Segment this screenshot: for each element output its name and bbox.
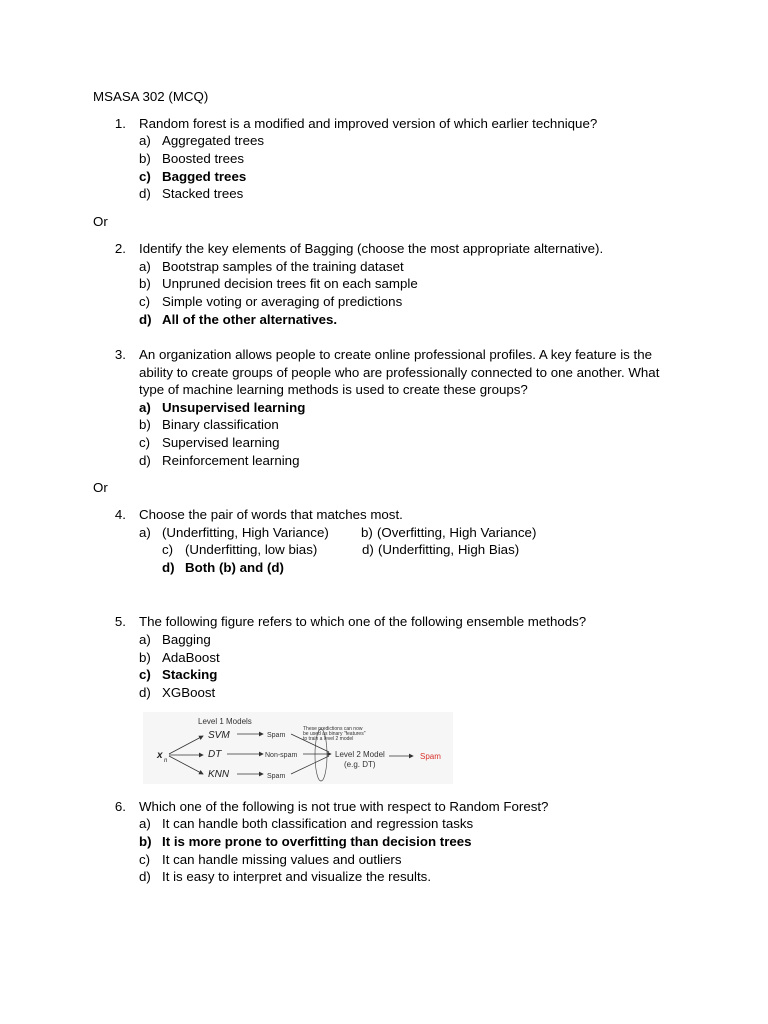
option-text-correct: Stacking bbox=[162, 667, 218, 682]
option-text: Stacked trees bbox=[162, 186, 244, 201]
option-text-correct: Both (b) and (d) bbox=[185, 560, 284, 575]
option-letter-correct: d) bbox=[139, 312, 152, 327]
model-dt: DT bbox=[208, 749, 222, 760]
option-letter-correct: c) bbox=[139, 667, 151, 682]
option-text: Aggregated trees bbox=[162, 133, 265, 148]
note-line: These predictions can now bbox=[303, 726, 363, 732]
option-text: (Underfitting, low bias) bbox=[185, 542, 318, 557]
question-text-line: An organization allows people to create online professional profiles. A key feature is the bbox=[139, 347, 652, 362]
option-text: (Underfitting, High Variance) bbox=[162, 525, 329, 540]
output-1: Spam bbox=[267, 732, 286, 739]
note-line: to train a level 2 model bbox=[303, 736, 354, 742]
option-text: Supervised learning bbox=[162, 435, 280, 450]
option-letter: c) bbox=[139, 852, 151, 867]
option-letter: a) bbox=[139, 525, 151, 540]
option-text-correct: All of the other alternatives. bbox=[162, 312, 338, 327]
option-letter: a) bbox=[139, 632, 151, 647]
final-output: Spam bbox=[420, 752, 441, 761]
model-knn: KNN bbox=[208, 769, 230, 780]
question-number: 4. bbox=[114, 507, 126, 522]
question-text: The following figure refers to which one of the following ensemble methods? bbox=[139, 614, 587, 629]
option-letter: b) bbox=[139, 650, 151, 665]
input-subscript: n bbox=[164, 758, 168, 764]
option-text: Reinforcement learning bbox=[162, 453, 300, 468]
stacking-figure bbox=[143, 712, 453, 784]
option-text-correct: It is more prone to overfitting than decision trees bbox=[162, 834, 472, 849]
option-text: It can handle both classification and regression tasks bbox=[162, 816, 474, 831]
option-text: Boosted trees bbox=[162, 151, 245, 166]
option-letter: d) bbox=[362, 542, 374, 557]
option-letter-correct: c) bbox=[139, 169, 151, 184]
question-text: Random forest is a modified and improved version of which earlier technique? bbox=[139, 116, 598, 131]
option-letter: b) bbox=[139, 417, 151, 432]
or-separator: Or bbox=[93, 480, 108, 495]
option-text: Unpruned decision trees fit on each sample bbox=[162, 276, 418, 291]
option-letter: b) bbox=[139, 151, 151, 166]
question-text: Identify the key elements of Bagging (choose the most appropriate alternative). bbox=[139, 241, 604, 256]
option-text: XGBoost bbox=[162, 685, 216, 700]
option-text: Simple voting or averaging of predictions bbox=[162, 294, 403, 309]
option-letter: b) bbox=[139, 276, 151, 291]
level1-title: Level 1 Models bbox=[198, 717, 252, 726]
option-text: Bagging bbox=[162, 632, 211, 647]
option-letter: c) bbox=[162, 542, 174, 557]
level2-subtitle: (e.g. DT) bbox=[344, 760, 376, 769]
question-text: Choose the pair of words that matches most. bbox=[139, 507, 403, 522]
option-letter: a) bbox=[139, 259, 151, 274]
option-letter: c) bbox=[139, 435, 151, 450]
input-label: x bbox=[157, 750, 163, 761]
option-letter-correct: a) bbox=[139, 400, 151, 415]
option-text: (Underfitting, High Bias) bbox=[378, 542, 520, 557]
option-text: (Overfitting, High Variance) bbox=[377, 525, 537, 540]
question-number: 6. bbox=[114, 799, 126, 814]
option-letter: d) bbox=[139, 869, 151, 884]
question-number: 3. bbox=[114, 347, 126, 362]
option-text: It is easy to interpret and visualize the results. bbox=[162, 869, 432, 884]
question-number: 1. bbox=[114, 116, 126, 131]
option-text: It can handle missing values and outliers bbox=[162, 852, 402, 867]
option-letter: d) bbox=[139, 186, 151, 201]
option-text: AdaBoost bbox=[162, 650, 220, 665]
option-text-correct: Bagged trees bbox=[162, 169, 247, 184]
option-letter: a) bbox=[139, 133, 151, 148]
question-text-line: ability to create groups of people who are professionally connected to one another. What bbox=[139, 365, 660, 380]
or-separator: Or bbox=[93, 214, 108, 229]
option-letter: b) bbox=[361, 525, 373, 540]
option-letter-correct: d) bbox=[162, 560, 175, 575]
note-line: be used as binary "features" bbox=[303, 731, 366, 737]
output-3: Spam bbox=[267, 773, 286, 780]
option-letter: c) bbox=[139, 294, 151, 309]
option-letter: d) bbox=[139, 453, 151, 468]
option-text: Binary classification bbox=[162, 417, 279, 432]
output-2: Non-spam bbox=[265, 752, 298, 759]
option-letter: d) bbox=[139, 685, 151, 700]
level2-title: Level 2 Model bbox=[335, 750, 385, 759]
question-text: Which one of the following is not true with respect to Random Forest? bbox=[139, 799, 549, 814]
question-number: 5. bbox=[114, 614, 126, 629]
question-text-line: type of machine learning methods is used to create these groups? bbox=[139, 382, 528, 397]
option-text: Bootstrap samples of the training dataset bbox=[162, 259, 404, 274]
option-letter: a) bbox=[139, 816, 151, 831]
model-svm: SVM bbox=[208, 730, 230, 741]
option-letter-correct: b) bbox=[139, 834, 152, 849]
option-text-correct: Unsupervised learning bbox=[162, 400, 306, 415]
doc-title: MSASA 302 (MCQ) bbox=[93, 89, 209, 104]
question-number: 2. bbox=[114, 241, 126, 256]
